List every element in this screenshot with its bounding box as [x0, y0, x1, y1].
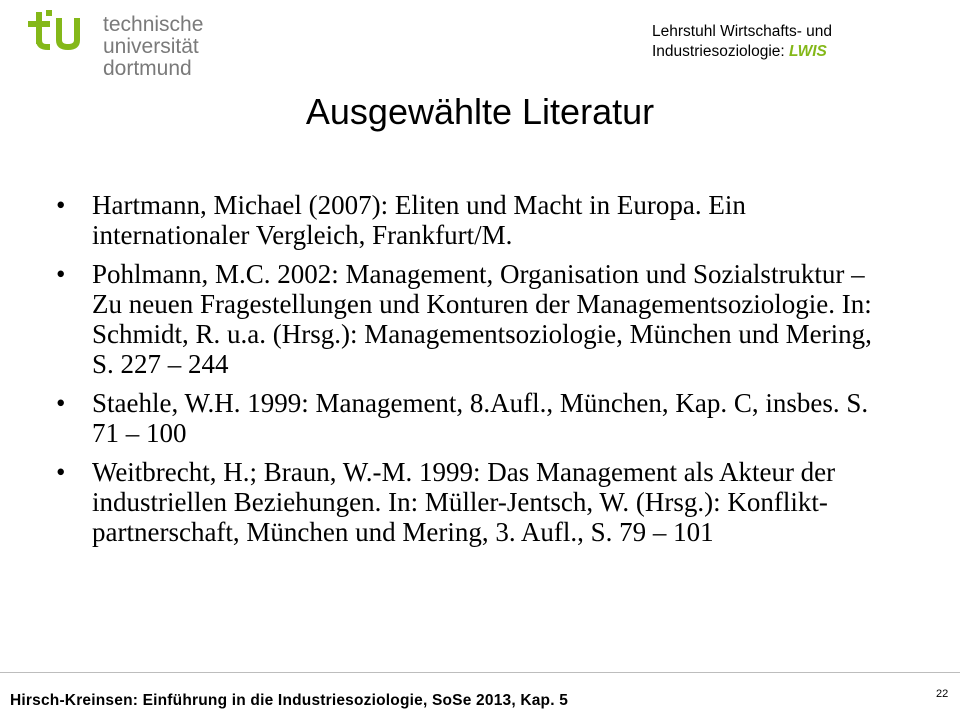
- reference-item: [56, 457, 886, 547]
- tu-logo-icon: [28, 10, 98, 54]
- reference-text: Hartmann, Michael (2007): Eliten und Macht in Europa. Ein internationaler Vergleich, Frankfurt/M.: [92, 190, 746, 250]
- reference-text: Weitbrecht, H.; Braun, W.-M. 1999: Das Management als Akteur der industriellen Beziehungen. In: Müller-Jentsch, W. (Hrsg.): Konflikt-partnerschaft, München und Mering, 3. Aufl., S. 79 – 101: [92, 457, 836, 547]
- chair-name: [652, 22, 902, 62]
- chair-line-1: Lehrstuhl Wirtschafts- und: [652, 23, 833, 40]
- footer-divider: [0, 672, 960, 673]
- bullet: •: [56, 388, 66, 418]
- reference-text: Staehle, W.H. 1999: Management, 8.Aufl., München, Kap. C, insbes. S. 71 – 100: [92, 388, 869, 448]
- tu-dortmund-logo: [28, 10, 268, 80]
- logo-line-1: technische universität: [103, 13, 204, 58]
- university-name: [103, 14, 268, 80]
- page-number: 22: [936, 688, 949, 700]
- literature-list: [56, 190, 886, 556]
- chair-line-2: [652, 42, 902, 62]
- bullet: •: [56, 190, 66, 220]
- chair-line-2-prefix: Industriesoziologie:: [652, 43, 789, 60]
- bullet: •: [56, 457, 66, 487]
- logo-line-2: dortmund: [103, 57, 192, 80]
- reference-item: [56, 388, 886, 448]
- bullet: •: [56, 259, 66, 289]
- reference-text: Pohlmann, M.C. 2002: Management, Organisation und Sozialstruktur – Zu neuen Fragestellungen und Konturen der Managementsoziologie. In: Schmidt, R. u.a. (Hrsg.): Managementsoziologie, München und Mering, S. 227 – 244: [92, 259, 872, 379]
- footer-text: Hirsch-Kreinsen: Einführung in die Industriesoziologie, SoSe 2013, Kap. 5: [10, 692, 569, 709]
- reference-item: [56, 259, 886, 379]
- reference-item: [56, 190, 886, 250]
- slide-title: Ausgewählte Literatur: [305, 91, 655, 132]
- lwis-label: LWIS: [789, 43, 827, 60]
